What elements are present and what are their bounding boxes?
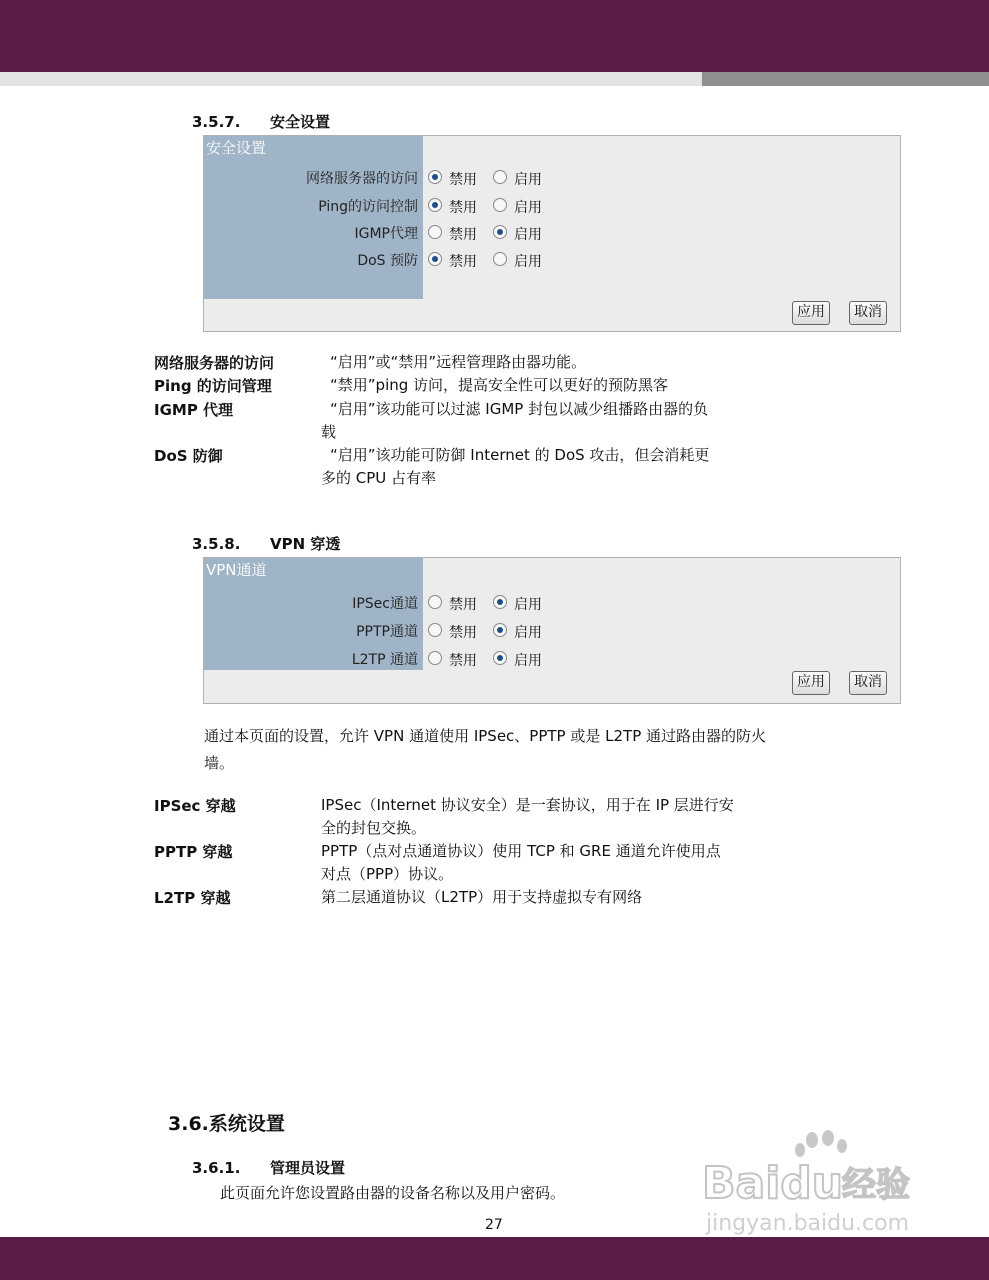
- disable-label: 禁用: [449, 625, 477, 641]
- setting-row-web-access: [204, 166, 900, 188]
- apply-button[interactable]: 应用: [792, 671, 830, 695]
- def-desc: IPSec（Internet 协议安全）是一套协议，用于在 IP 层进行安: [321, 796, 734, 814]
- disable-label: 禁用: [449, 254, 477, 270]
- def-desc: 第二层通道协议（L2TP）用于支持虚拟专有网络: [321, 888, 643, 906]
- setting-label: 网络服务器的访问: [306, 171, 418, 187]
- disable-radio[interactable]: [428, 198, 442, 212]
- section-heading-358: [192, 533, 340, 554]
- enable-label: 启用: [514, 227, 542, 243]
- cancel-button[interactable]: 取消: [849, 671, 887, 695]
- cancel-button[interactable]: 取消: [849, 301, 887, 325]
- def-term-ping: Ping 的访问管理: [154, 377, 272, 395]
- setting-label: IPSec通道: [352, 596, 418, 612]
- disable-radio[interactable]: [428, 252, 442, 266]
- enable-radio[interactable]: [493, 225, 507, 239]
- enable-radio[interactable]: [493, 651, 507, 665]
- setting-row-pptp: [204, 619, 900, 641]
- panel-title: 安全设置: [206, 139, 267, 157]
- def-desc: 多的 CPU 占有率: [321, 469, 437, 487]
- baidu-jingyan-watermark: [700, 1130, 940, 1235]
- def-term-ipsec: IPSec 穿越: [154, 797, 236, 815]
- def-term-pptp: PPTP 穿越: [154, 843, 233, 861]
- section-title: 管理员设置: [270, 1159, 346, 1177]
- enable-label: 启用: [514, 200, 542, 216]
- def-term-dos: DoS 防御: [154, 447, 223, 465]
- section-heading-36: [168, 1109, 285, 1136]
- def-desc: 对点（PPP）协议。: [321, 865, 454, 883]
- watermark-brand-cn: 经验: [842, 1165, 910, 1205]
- vpn-passthrough-panel: [203, 557, 901, 704]
- enable-radio[interactable]: [493, 198, 507, 212]
- section-heading-357: [192, 111, 330, 132]
- disable-radio[interactable]: [428, 623, 442, 637]
- enable-label: 启用: [514, 254, 542, 270]
- setting-label: PPTP通道: [356, 624, 418, 640]
- disable-radio[interactable]: [428, 595, 442, 609]
- disable-label: 禁用: [449, 172, 477, 188]
- apply-button[interactable]: 应用: [792, 301, 830, 325]
- section-body: 此页面允许您设置路由器的设备名称以及用户密码。: [220, 1184, 566, 1202]
- intro-paragraph-line: 通过本页面的设置，允许 VPN 通道使用 IPSec、PPTP 或是 L2TP 通过路由器的防火: [204, 727, 767, 745]
- setting-label: IGMP代理: [354, 226, 418, 242]
- disable-label: 禁用: [449, 227, 477, 243]
- panel-title: VPN通道: [206, 561, 267, 579]
- setting-row-l2tp: [204, 647, 900, 669]
- header-strip-accent: [702, 72, 989, 86]
- disable-radio[interactable]: [428, 170, 442, 184]
- enable-radio[interactable]: [493, 252, 507, 266]
- enable-label: 启用: [514, 653, 542, 669]
- setting-label: L2TP 通道: [351, 652, 418, 668]
- panel-label-column: [204, 136, 423, 299]
- enable-label: 启用: [514, 625, 542, 641]
- section-title: VPN 穿透: [270, 535, 341, 553]
- def-desc: “禁用”ping 访问，提高安全性可以更好的预防黑客: [330, 376, 669, 394]
- section-heading-361: [192, 1157, 345, 1178]
- disable-radio[interactable]: [428, 225, 442, 239]
- def-desc: 全的封包交换。: [321, 819, 427, 837]
- section-number: 3.5.8.: [192, 535, 241, 553]
- watermark-url: jingyan.baidu.com: [706, 1211, 910, 1235]
- setting-label: Ping的访问控制: [318, 199, 418, 215]
- enable-radio[interactable]: [493, 170, 507, 184]
- setting-label: DoS 预防: [357, 253, 418, 269]
- security-settings-panel: [203, 135, 901, 332]
- enable-radio[interactable]: [493, 595, 507, 609]
- header-band: [0, 0, 989, 72]
- disable-label: 禁用: [449, 597, 477, 613]
- footer-band: [0, 1237, 989, 1280]
- section-number: 3.6.1.: [192, 1159, 241, 1177]
- def-desc: “启用”该功能可防御 Internet 的 DoS 攻击，但会消耗更: [330, 446, 710, 464]
- enable-radio[interactable]: [493, 623, 507, 637]
- setting-row-dos-prevention: [204, 248, 900, 270]
- setting-row-igmp-proxy: [204, 221, 900, 243]
- page-number: 27: [485, 1217, 503, 1233]
- enable-label: 启用: [514, 597, 542, 613]
- disable-radio[interactable]: [428, 651, 442, 665]
- setting-row-ipsec: [204, 591, 900, 613]
- watermark-brand: Baidu: [702, 1158, 844, 1209]
- section-title: 系统设置: [208, 1113, 285, 1135]
- enable-label: 启用: [514, 172, 542, 188]
- intro-paragraph-line: 墙。: [204, 754, 235, 772]
- setting-row-ping-control: [204, 194, 900, 216]
- section-title: 安全设置: [270, 113, 331, 131]
- def-desc: PPTP（点对点通道协议）使用 TCP 和 GRE 通道允许使用点: [321, 842, 721, 860]
- paw-icon: [795, 1130, 847, 1157]
- def-desc: “启用”或“禁用”远程管理路由器功能。: [330, 353, 587, 371]
- disable-label: 禁用: [449, 653, 477, 669]
- section-number: 3.5.7.: [192, 113, 241, 131]
- header-strip: [0, 72, 702, 86]
- def-term-web-access: 网络服务器的访问: [154, 354, 275, 372]
- section-number: 3.6.: [168, 1113, 209, 1135]
- def-term-igmp: IGMP 代理: [154, 401, 234, 419]
- def-term-l2tp: L2TP 穿越: [154, 889, 231, 907]
- def-desc: “启用”该功能可以过滤 IGMP 封包以减少组播路由器的负: [330, 400, 709, 418]
- def-desc: 载: [321, 423, 337, 441]
- disable-label: 禁用: [449, 200, 477, 216]
